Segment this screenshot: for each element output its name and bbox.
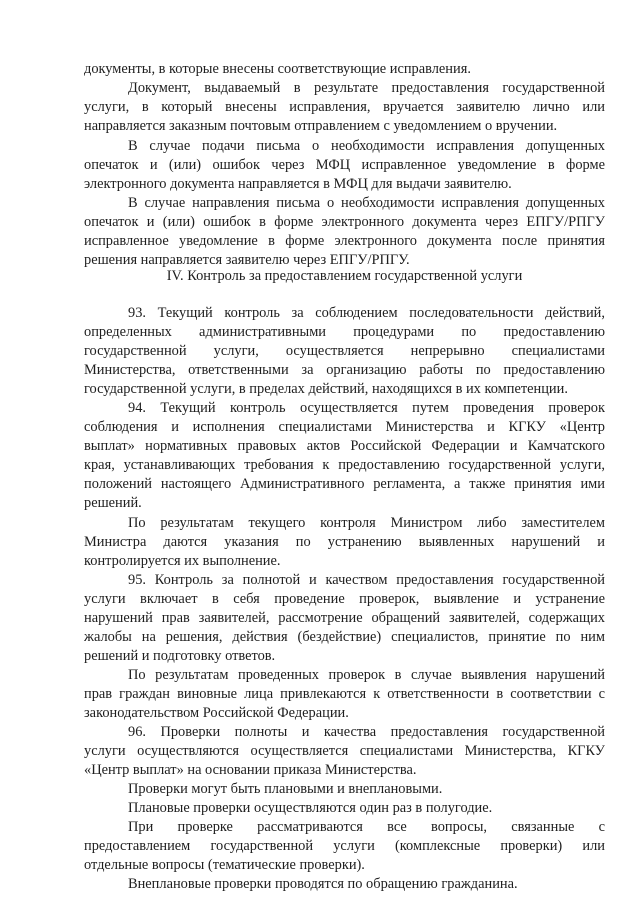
text-line: Министерства, ответственными за организацию работы по предоставлению <box>84 362 605 378</box>
text-line: отдельные вопросы (тематические проверки). <box>84 857 365 873</box>
text-line: предоставлением государственной услуги (комплексные проверки) или <box>84 838 605 854</box>
text-line: определенных административными процедурами по предоставлению <box>84 324 605 340</box>
text-line: услуги, в который внесены исправления, вручается заявителю лично или <box>84 99 605 115</box>
text-line: документы, в которые внесены соответствующие исправления. <box>84 61 471 77</box>
text-line: соблюдения и исполнения специалистами Министерства и КГКУ «Центр <box>84 419 605 435</box>
text-line: 96. Проверки полноты и качества предоставления государственной <box>128 724 605 740</box>
text-line: опечаток и (или) ошибок через МФЦ исправленное уведомление в форме <box>84 157 605 173</box>
text-line: решения направляется заявителю через ЕПГУ/РПГУ. <box>84 252 410 268</box>
text-line: услуги включает в себя проведение проверок, выявление и устранение <box>84 591 605 607</box>
text-line: электронного документа направляется в МФЦ для выдачи заявителю. <box>84 176 512 192</box>
text-line: В случае подачи письма о необходимости исправления допущенных <box>128 138 605 154</box>
text-line: По результатам текущего контроля Министром либо заместителем <box>128 515 605 531</box>
text-line: 93. Текущий контроль за соблюдением последовательности действий, <box>128 305 605 321</box>
text-line: 95. Контроль за полнотой и качеством предоставления государственной <box>128 572 605 588</box>
text-line: выплат» нормативных правовых актов Российской Федерации и Камчатского <box>84 438 605 454</box>
text-line: По результатам проведенных проверок в случае выявления нарушений <box>128 667 605 683</box>
text-line: 94. Текущий контроль осуществляется путем проведения проверок <box>128 400 605 416</box>
text-line: Проверки могут быть плановыми и внеплановыми. <box>128 781 443 797</box>
text-line: прав граждан виновные лица привлекаются к ответственности в соответствии с <box>84 686 605 702</box>
text-line: жалобы на решения, действия (бездействие) специалистов, принятие по ним <box>84 629 605 645</box>
text-line: исправленное уведомление в форме электронного документа после принятия <box>84 233 605 249</box>
text-line: положений настоящего Административного регламента, а также принятия ими <box>84 476 605 492</box>
text-line: опечаток и (или) ошибок в форме электронного документа через ЕПГУ/РПГУ <box>84 214 605 230</box>
text-line: контролируется их выполнение. <box>84 553 281 569</box>
text-line: нарушений прав заявителей, рассмотрение обращений заявителей, содержащих <box>84 610 605 626</box>
text-line: «Центр выплат» на основании приказа Министерства. <box>84 762 417 778</box>
text-line: государственной услуги, в пределах действий, находящихся в их компетенции. <box>84 381 568 397</box>
section-heading: IV. Контроль за предоставлением государственной услуги <box>166 268 523 284</box>
text-line: направляется заказным почтовым отправлением с уведомлением о вручении. <box>84 118 558 134</box>
text-line: Министра даются указания по устранению выявленных нарушений и <box>84 534 605 550</box>
text-line: услуги осуществляются осуществляется специалистами Министерства, КГКУ <box>84 743 605 759</box>
text-line: решений. <box>84 495 142 511</box>
text-line: законодательством Российской Федерации. <box>84 705 349 721</box>
text-line: При проверке рассматриваются все вопросы, связанные с <box>128 819 605 835</box>
text-line: Внеплановые проверки проводятся по обращению гражданина. <box>128 876 518 892</box>
text-line: Документ, выдаваемый в результате предоставления государственной <box>128 80 605 96</box>
text-line: В случае направления письма о необходимости исправления допущенных <box>128 195 605 211</box>
text-line: решений и подготовку ответов. <box>84 648 276 664</box>
text-line: края, устанавливающих требования к предоставлению государственной услуги, <box>84 457 605 473</box>
text-line: Плановые проверки осуществляются один раз в полугодие. <box>128 800 493 816</box>
text-line: государственной услуги, осуществляется непрерывно специалистами <box>84 343 605 359</box>
